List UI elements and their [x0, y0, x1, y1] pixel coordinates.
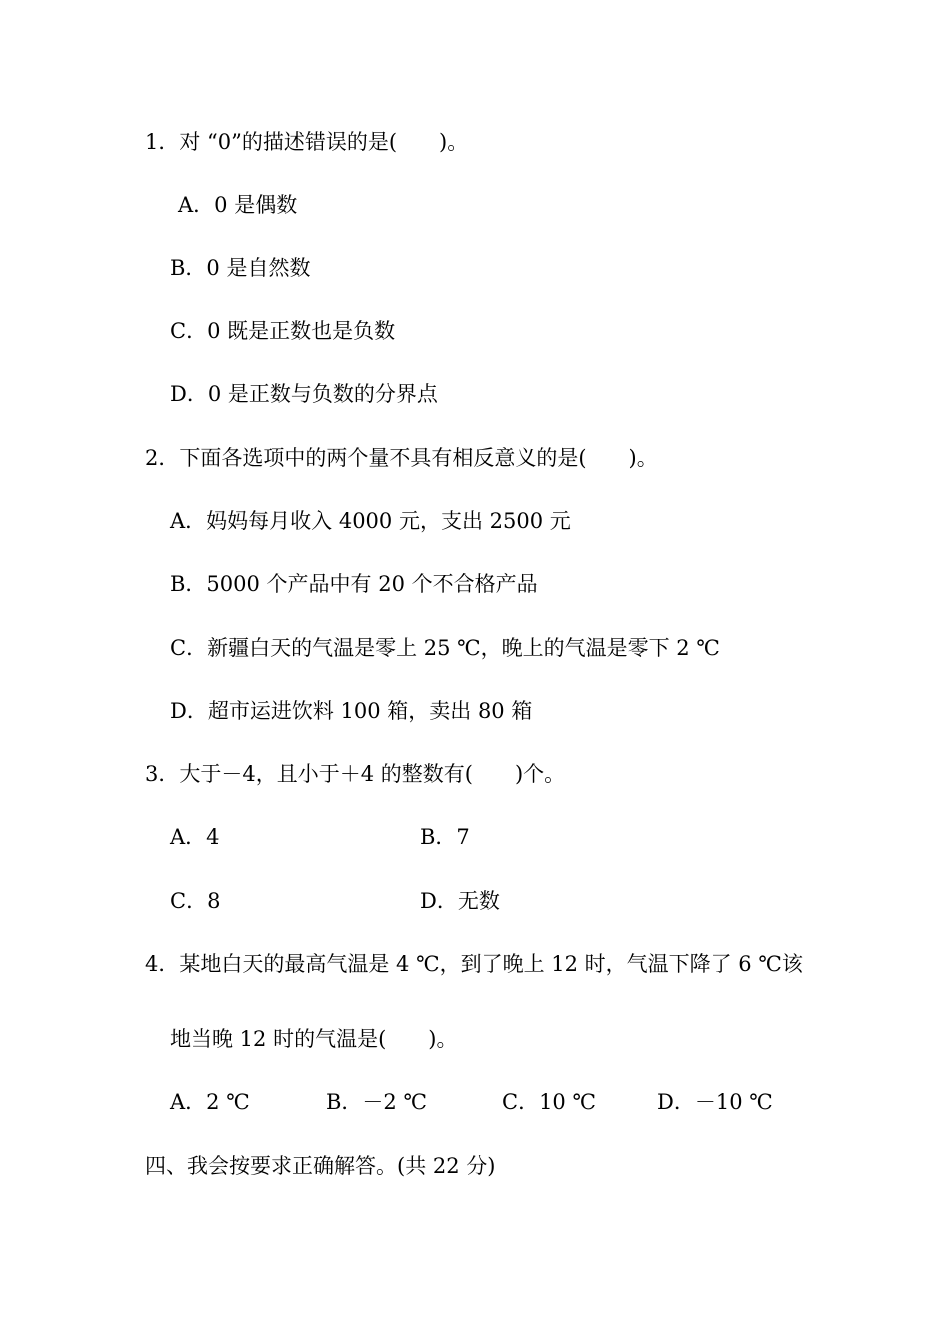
question-4-option-a: A．2 ℃: [170, 1090, 250, 1114]
question-3-option-a: A．4: [170, 825, 220, 849]
question-3-stem: 3．大于－4，且小于＋4 的整数有( )个。: [145, 762, 566, 786]
question-1-option-c: C．0 既是正数也是负数: [170, 319, 396, 343]
question-4-stem-line-2: 地当晚 12 时的气温是( )。: [170, 1027, 458, 1051]
question-2-option-b: B．5000 个产品中有 20 个不合格产品: [170, 572, 538, 596]
question-2-option-d: D．超市运进饮料 100 箱，卖出 80 箱: [170, 699, 533, 723]
question-4-option-d: D．－10 ℃: [657, 1090, 773, 1114]
question-1-stem: 1．对 “0”的描述错误的是( )。: [145, 130, 469, 154]
question-4-option-b: B．－2 ℃: [326, 1090, 427, 1114]
question-2-option-a: A．妈妈每月收入 4000 元，支出 2500 元: [170, 509, 571, 533]
question-1-option-a: A．0 是偶数: [178, 193, 298, 217]
question-2-option-c: C．新疆白天的气温是零上 25 ℃，晚上的气温是零下 2 ℃: [170, 636, 720, 660]
question-4-option-c: C．10 ℃: [502, 1090, 596, 1114]
question-2-stem: 2．下面各选项中的两个量不具有相反意义的是( )。: [145, 446, 658, 470]
question-1-option-b: B．0 是自然数: [170, 256, 311, 280]
question-3-option-d: D．无数: [420, 889, 500, 913]
question-4-stem-line-1: 4．某地白天的最高气温是 4 ℃，到了晚上 12 时，气温下降了 6 ℃该: [145, 952, 803, 976]
question-3-option-c: C．8: [170, 889, 221, 913]
question-1-option-d: D．0 是正数与负数的分界点: [170, 382, 438, 406]
section-heading: 四、我会按要求正确解答。(共 22 分): [145, 1154, 496, 1178]
question-3-option-b: B．7: [420, 825, 470, 849]
